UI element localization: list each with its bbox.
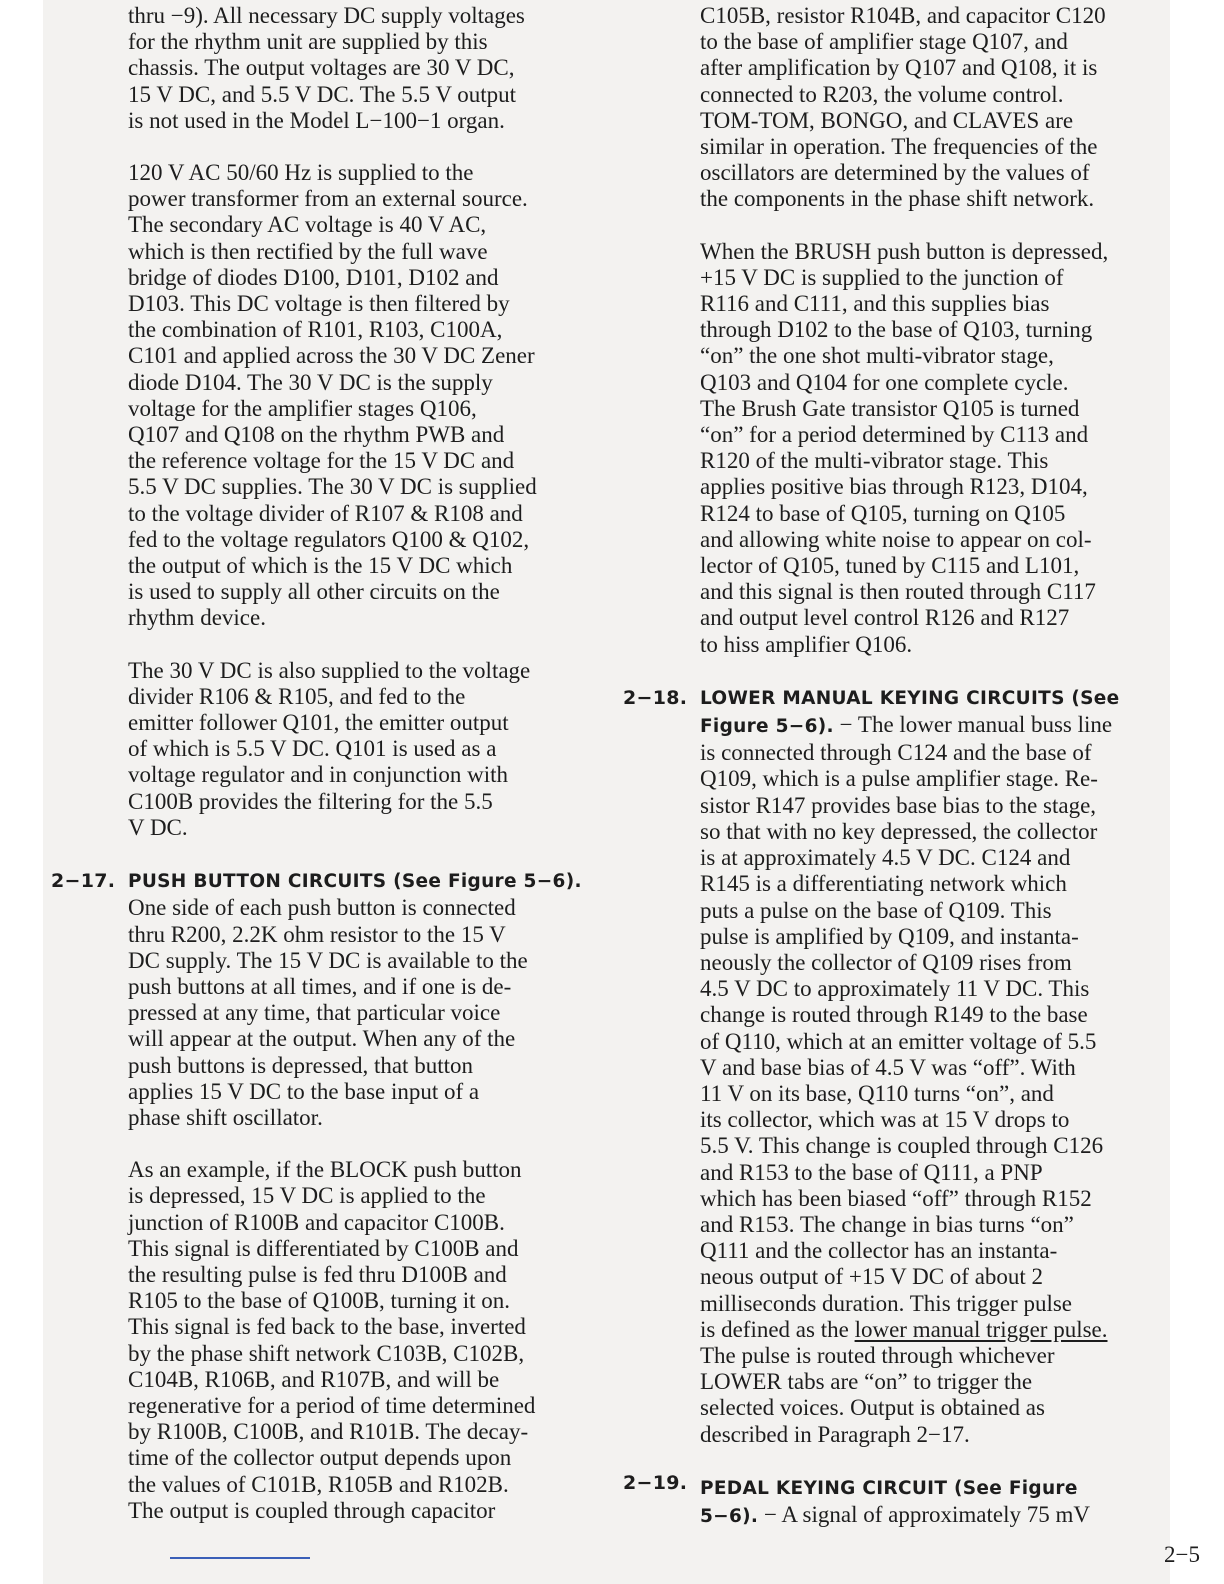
section-2-18-heading: LOWER MANUAL KEYING CIRCUITS (See	[700, 687, 1120, 709]
text-line: R116 and C111, and this supplies bias	[700, 291, 1050, 317]
text-line: 120 V AC 50/60 Hz is supplied to the	[128, 160, 474, 186]
text-line: Q103 and Q104 for one complete cycle.	[700, 369, 1069, 395]
intro-paragraph	[128, 3, 582, 134]
text-line: R145 is a differentiating network which	[700, 871, 1067, 897]
text-line: puts a pulse on the base of Q109. This	[700, 897, 1052, 923]
text-line: applies 15 V DC to the base input of a	[128, 1078, 480, 1104]
text-line: neously the collector of Q109 rises from	[700, 949, 1072, 975]
text-line: emitter follower Q101, the emitter output	[128, 710, 509, 736]
section-2-17-number: 2−17.	[51, 870, 116, 892]
text-line: to the voltage divider of R107 & R108 and	[128, 500, 523, 526]
text-line: “on” for a period determined by C113 and	[700, 422, 1089, 448]
text-line: pulse is amplified by Q109, and instanta-	[700, 923, 1079, 949]
text-line: time of the collector output depends upon	[128, 1445, 512, 1471]
lower-manual-paragraph	[700, 740, 1120, 1316]
text-line: the combination of R101, R103, C100A,	[128, 317, 503, 343]
text-line: phase shift oscillator.	[128, 1104, 323, 1130]
text-line: neous output of +15 V DC of about 2	[700, 1264, 1044, 1290]
text-line: lector of Q105, tuned by C115 and L101,	[700, 553, 1080, 579]
text-line: its collector, which was at 15 V drops to	[700, 1107, 1070, 1133]
push-button-paragraph	[128, 895, 582, 1131]
text-line: D103. This DC voltage is then filtered by	[128, 291, 510, 317]
text-line: and this signal is then routed through C117	[700, 579, 1096, 605]
text-line: by R100B, C100B, and R101B. The decay-	[128, 1419, 529, 1445]
section-2-19-first-line: 5−6). − A signal of approximately 75 mV	[700, 1501, 1090, 1527]
text-line: change is routed through R149 to the base	[700, 1002, 1088, 1028]
text-line: is depressed, 15 V DC is applied to the	[128, 1183, 486, 1209]
text-line: after amplification by Q107 and Q108, it is	[700, 55, 1098, 81]
text-line: which has been biased “off” through R152	[700, 1185, 1092, 1211]
text-line: diode D104. The 30 V DC is the supply	[128, 369, 493, 395]
text-line: is at approximately 4.5 V DC. C124 and	[700, 845, 1071, 871]
text-line: DC supply. The 15 V DC is available to the	[128, 947, 528, 973]
text-line: R120 of the multi-vibrator stage. This	[700, 448, 1049, 474]
text-line: through D102 to the base of Q103, turning	[700, 317, 1093, 343]
text-line: similar in operation. The frequencies of the	[700, 134, 1098, 160]
text-line: Q111 and the collector has an instanta-	[700, 1238, 1058, 1264]
text-line: oscillators are determined by the values of	[700, 160, 1090, 186]
right-column	[700, 3, 1120, 1530]
text-line: sistor R147 provides base bias to the stage,	[700, 792, 1097, 818]
text-line: to hiss amplifier Q106.	[700, 631, 913, 657]
text-line: and R153. The change in bias turns “on”	[700, 1211, 1074, 1237]
text-line: voltage for the amplifier stages Q106,	[128, 395, 477, 421]
text-line: which is then rectified by the full wave	[128, 238, 488, 264]
text-line: 15 V DC, and 5.5 V DC. The 5.5 V output	[128, 81, 517, 107]
text-line: R105 to the base of Q100B, turning it on.	[128, 1288, 511, 1314]
regulator-paragraph	[128, 658, 582, 841]
text-line: the output of which is the 15 V DC which	[128, 553, 513, 579]
text-line: is not used in the Model L−100−1 organ.	[128, 107, 505, 133]
text-line: The 30 V DC is also supplied to the voltage	[128, 657, 531, 683]
text-line: TOM-TOM, BONGO, and CLAVES are	[700, 107, 1074, 133]
text-line: thru R200, 2.2K ohm resistor to the 15 V	[128, 921, 506, 947]
text-line: Q109, which is a pulse amplifier stage. Re-	[700, 766, 1098, 792]
text-line: One side of each push button is connected	[128, 895, 516, 921]
text-line: milliseconds duration. This trigger pulse	[700, 1290, 1072, 1316]
text-line: C100B provides the filtering for the 5.5	[128, 788, 493, 814]
text-line: and output level control R126 and R127	[700, 605, 1070, 631]
text-line: This signal is fed back to the base, inverted	[128, 1314, 526, 1340]
text-line: so that with no key depressed, the collector	[700, 818, 1098, 844]
text-line: to the base of amplifier stage Q107, and	[700, 29, 1068, 55]
text-line: +15 V DC is supplied to the junction of	[700, 264, 1064, 290]
text-line: is used to supply all other circuits on the	[128, 579, 500, 605]
text-line: V DC.	[128, 814, 188, 840]
power-supply-paragraph	[128, 160, 582, 632]
text-line: The secondary AC voltage is 40 V AC,	[128, 212, 487, 238]
text-line: for the rhythm unit are supplied by this	[128, 29, 488, 55]
text-line: When the BRUSH push button is depressed,	[700, 238, 1109, 264]
text-line: R124 to base of Q105, turning on Q105	[700, 500, 1066, 526]
text-line: rhythm device.	[128, 605, 266, 631]
text-line: is connected through C124 and the base of	[700, 740, 1092, 766]
text-line: C104B, R106B, and R107B, and will be	[128, 1366, 500, 1392]
text-line: and R153 to the base of Q111, a PNP	[700, 1159, 1043, 1185]
text-line: 5.5 V DC supplies. The 30 V DC is supplied	[128, 474, 537, 500]
text-line: bridge of diodes D100, D101, D102 and	[128, 264, 499, 290]
text-line: voltage regulator and in conjunction with	[128, 762, 509, 788]
text-line: pressed at any time, that particular voice	[128, 1000, 501, 1026]
text-line: the resulting pulse is fed thru D100B and	[128, 1261, 507, 1287]
text-line: The Brush Gate transistor Q105 is turned	[700, 395, 1080, 421]
footer-link-line	[170, 1557, 310, 1559]
text-line: the reference voltage for the 15 V DC and	[128, 448, 515, 474]
page-number: 2−5	[1164, 1542, 1200, 1567]
text-line: connected to R203, the volume control.	[700, 81, 1064, 107]
text-line: divider R106 & R105, and fed to the	[128, 683, 466, 709]
text-line: 11 V on its base, Q110 turns “on”, and	[700, 1080, 1054, 1106]
text-line: C101 and applied across the 30 V DC Zener	[128, 343, 535, 369]
section-2-19-heading: PEDAL KEYING CIRCUIT (See Figure	[700, 1477, 1078, 1499]
text-line: fed to the voltage regulators Q100 & Q102,	[128, 526, 530, 552]
text-line: of Q110, which at an emitter voltage of 5.5	[700, 1028, 1097, 1054]
left-column	[128, 3, 582, 1524]
text-line: will appear at the output. When any of the	[128, 1026, 516, 1052]
text-line: regenerative for a period of time determined	[128, 1392, 536, 1418]
text-line: the values of C101B, R105B and R102B.	[128, 1471, 509, 1497]
document-page	[43, 0, 1200, 1584]
section-2-17-heading: PUSH BUTTON CIRCUITS (See Figure 5−6).	[128, 871, 582, 893]
text-line: junction of R100B and capacitor C100B.	[128, 1209, 505, 1235]
text-line: C105B, resistor R104B, and capacitor C120	[700, 3, 1106, 28]
text-line: chassis. The output voltages are 30 V DC,	[128, 55, 515, 81]
text-line: push buttons is depressed, that button	[128, 1052, 473, 1078]
text-line: 5.5 V. This change is coupled through C126	[700, 1133, 1104, 1159]
text-line: applies positive bias through R123, D104,	[700, 474, 1088, 500]
text-line: described in Paragraph 2−17.	[700, 1421, 970, 1447]
brush-paragraph	[700, 239, 1120, 658]
text-line: push buttons at all times, and if one is de-	[128, 973, 512, 999]
text-line: “on” the one shot multi-vibrator stage,	[700, 343, 1054, 369]
text-line: This signal is differentiated by C100B and	[128, 1235, 519, 1261]
lower-manual-trigger-pulse-term: lower manual trigger pulse.	[854, 1316, 1108, 1342]
lower-manual-tail	[700, 1343, 1120, 1448]
text-line: of which is 5.5 V DC. Q101 is used as a	[128, 736, 497, 762]
text-line: Q107 and Q108 on the rhythm PWB and	[128, 422, 505, 448]
trigger-pulse-line: is defined as the lower manual trigger pulse.	[700, 1316, 1108, 1342]
text-line: power transformer from an external source.	[128, 186, 528, 212]
text-line: by the phase shift network C103B, C102B,	[128, 1340, 525, 1366]
text-line: thru −9). All necessary DC supply voltages	[128, 3, 525, 28]
text-line: As an example, if the BLOCK push button	[128, 1157, 522, 1183]
text-line: LOWER tabs are “on” to trigger the	[700, 1369, 1033, 1395]
text-line: the components in the phase shift network.	[700, 186, 1095, 212]
text-line: and allowing white noise to appear on col-	[700, 526, 1092, 552]
section-2-18-number: 2−18.	[623, 687, 688, 709]
text-line: V and base bias of 4.5 V was “off”. With	[700, 1054, 1076, 1080]
block-example-paragraph	[128, 1157, 582, 1524]
text-line: The output is coupled through capacitor	[128, 1497, 496, 1523]
section-2-18-first-line: Figure 5−6). − The lower manual buss line	[700, 712, 1113, 738]
section-2-19-number: 2−19.	[623, 1472, 688, 1494]
oscillator-paragraph	[700, 3, 1120, 213]
text-line: selected voices. Output is obtained as	[700, 1395, 1045, 1421]
text-line: The pulse is routed through whichever	[700, 1342, 1055, 1368]
text-line: 4.5 V DC to approximately 11 V DC. This	[700, 976, 1090, 1002]
